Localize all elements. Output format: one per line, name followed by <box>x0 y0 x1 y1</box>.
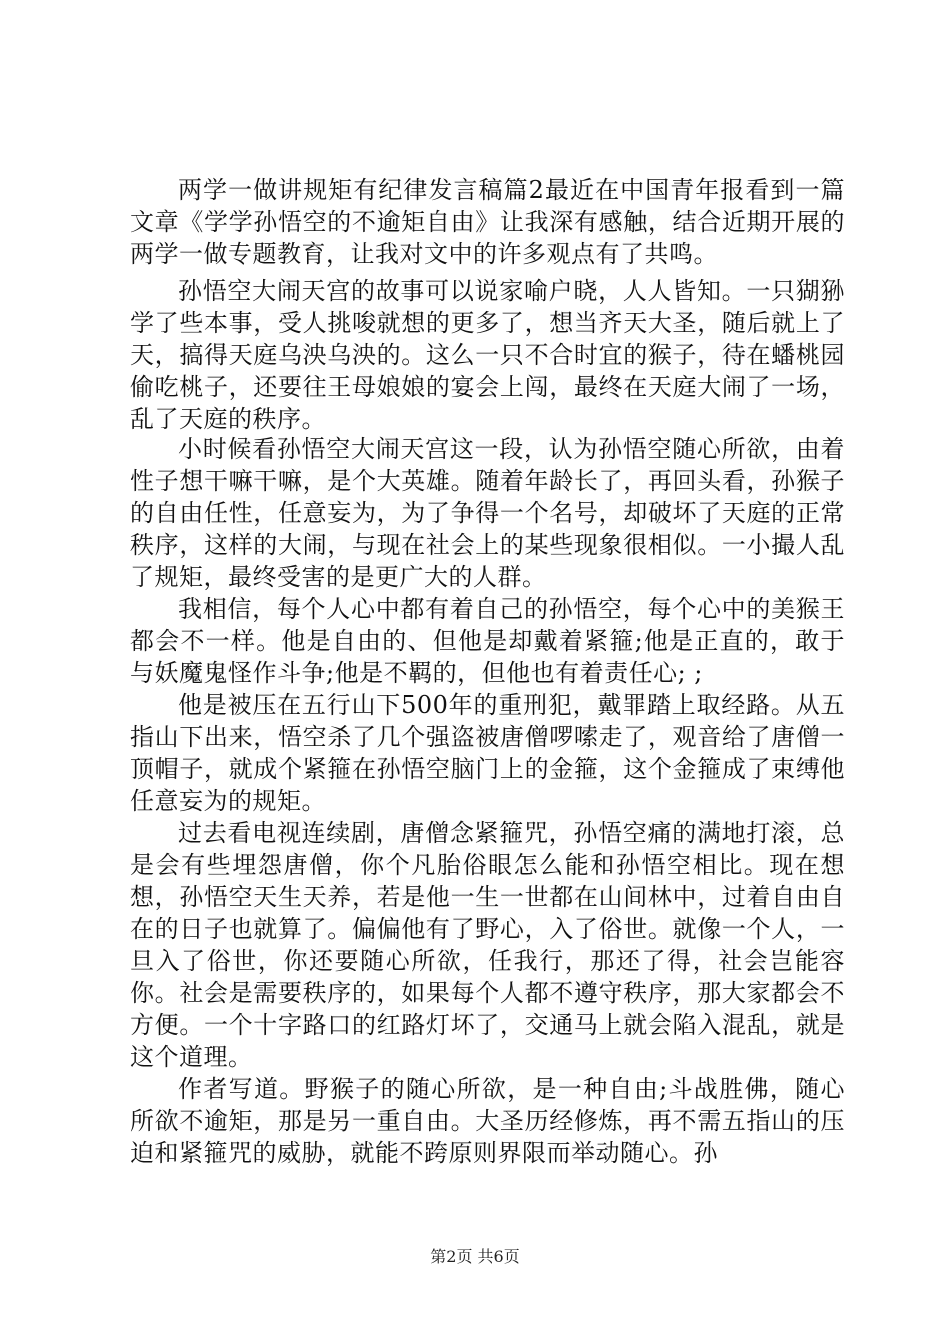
paragraph-story: 孙悟空大闹天宫的故事可以说家喻户晓，人人皆知。一只猢狲学了些本事，受人挑唆就想的更多了，想当齐天大圣，随后就上了天，搞得天庭乌泱乌泱的。这么一只不合时宜的猴子，待在蟠桃园偷吃桃子，还要往王母娘娘的宴会上闯，最终在天庭大闹了一场，乱了天庭的秩序。 <box>130 277 845 433</box>
body-text <box>130 433 845 1169</box>
paragraph-belief: 我相信，每个人心中都有着自己的孙悟空，每个心中的美猴王都会不一样。他是自由的、但他是却戴着紧箍;他是正直的，敢于与妖魔鬼怪作斗争;他是不羁的，但他也有着责任心; ; <box>130 595 845 687</box>
page-footer: 第2页 共6页 <box>430 1247 520 1266</box>
paragraph-intro: 两学一做讲规矩有纪律发言稿篇2最近在中国青年报看到一篇文章《学学孙悟空的不逾矩自由》让我深有感触，结合近期开展的两学一做专题教育，让我对文中的许多观点有了共鸣。 <box>130 176 845 268</box>
paragraph-prisoner: 他是被压在五行山下500年的重刑犯，戴罪踏上取经路。从五指山下出来，悟空杀了几个强盗被唐僧啰嗦走了，观音给了唐僧一顶帽子，就成个紧箍在孙悟空脑门上的金箍，这个金箍成了束缚他任意妄为的规矩。 <box>130 691 845 815</box>
paragraph-childhood: 小时候看孙悟空大闹天宫这一段，认为孙悟空随心所欲，由着性子想干嘛干嘛，是个大英雄。随着年龄长了，再回头看，孙猴子的自由任性，任意妄为，为了争得一个名号，却破坏了天庭的正常秩序，这样的大闹，与现在社会上的某些现象很相似。一小撮人乱了规矩，最终受害的是更广大的人群。 <box>130 435 845 591</box>
paragraph-tv-series: 过去看电视连续剧，唐僧念紧箍咒，孙悟空痛的满地打滚，总是会有些埋怨唐僧，你个凡胎俗眼怎么能和孙悟空相比。现在想想，孙悟空天生天养，若是他一生一世都在山间林中，过着自由自在的日子也就算了。偏偏他有了野心，入了俗世。就像一个人，一旦入了俗世，你还要随心所欲，任我行，那还了得，社会岂能容你。社会是需要秩序的，如果每个人都不遵守秩序，那大家都会不方便。一个十字路口的红路灯坏了，交通马上就会陷入混乱，就是这个道理。 <box>130 819 845 1071</box>
paragraph-author: 作者写道。野猴子的随心所欲，是一种自由;斗战胜佛，随心所欲不逾矩，那是另一重自由。大圣历经修炼，再不需五指山的压迫和紧箍咒的威胁，就能不跨原则界限而举动随心。孙 <box>130 1075 845 1167</box>
